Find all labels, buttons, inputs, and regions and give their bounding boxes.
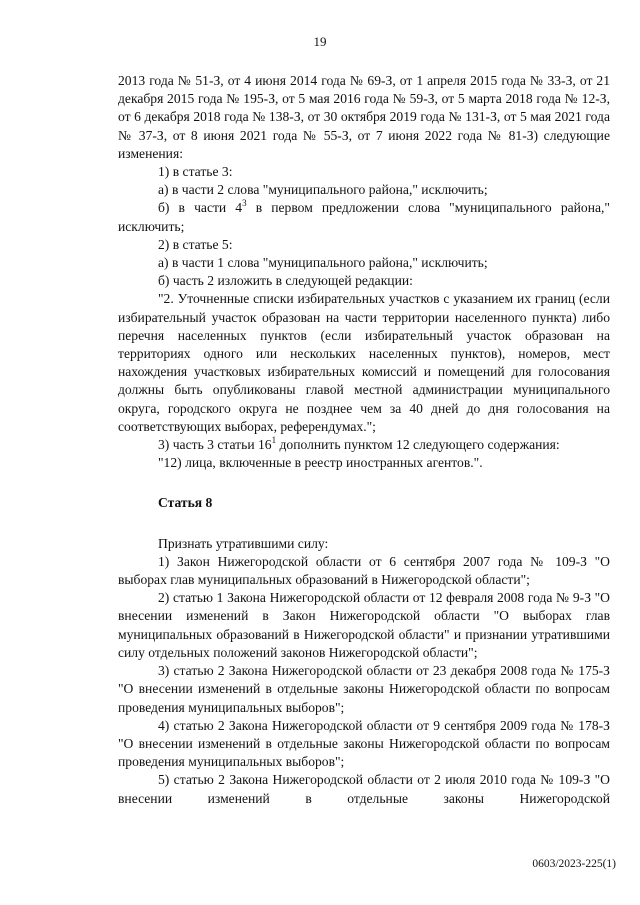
paragraph-item-1a: а) в части 2 слова "муниципального района," исключить; xyxy=(158,182,488,198)
article-heading: Статья 8 xyxy=(158,495,213,511)
paragraph-item-1: 1) в статье 3: xyxy=(158,164,233,180)
paragraph-item-2: 2) в статье 5: xyxy=(158,236,233,252)
paragraph-item-1b xyxy=(118,199,610,235)
document-code: 0603/2023-225(1) xyxy=(532,858,616,870)
paragraph-item-3 xyxy=(118,436,610,454)
item-1b-text-start: б) в части 4 xyxy=(158,200,243,216)
paragraph-repeal-intro: Признать утратившими силу: xyxy=(158,535,329,551)
item-3-text-start: 3) часть 3 статьи 16 xyxy=(158,437,272,453)
paragraph-repeal-5: 5) статью 2 Закона Нижегородской области от 2 июля 2010 года № 109-З "О внесении изменений в отдельные законы Нижегородской xyxy=(118,772,610,806)
document-body xyxy=(118,72,610,808)
paragraph-repeal-1: 1) Закон Нижегородской области от 6 сентября 2007 года № 109-З "О выборах глав муниципальных образований в Нижегородской области"; xyxy=(118,553,610,588)
paragraph-quoted-part-2: "2. Уточненные списки избирательных участков с указанием их границ (если избирательный участок образован на части территории населенного пункта) либо перечня населенных пунктов (если избирательный участок образован на территориях одного или нескольких населенных пунктов), номеров, мест нахождения участковых избирательных комиссий и помещений для голосования должны быть опубликованы главой местной администрации муниципального округа, городского округа не позднее чем за 40 дней до дня голосования на соответствующих выборах, референдумах."; xyxy=(118,291,610,434)
paragraph-intro-continuation: 2013 года № 51-З, от 4 июня 2014 года № 69-З, от 1 апреля 2015 года № 33-З, от 21 декабря 2015 года № 195-З, от 5 мая 2016 года № 59-З, от 5 марта 2018 года № 12-З, от 6 декабря 2018 года № 138-З, от 30 октября 2019 года № 131-З, от 5 мая 2021 года № 37-З, от 8 июня 2021 года № 55-З, от 7 июня 2022 года № 81-З) следующие изменения: xyxy=(118,73,610,161)
paragraph-repeal-3: 3) статью 2 Закона Нижегородской области от 23 декабря 2008 года № 175-З "О внесении изменений в отдельные законы Нижегородской области по вопросам проведения муниципальных выборов"; xyxy=(118,663,610,715)
paragraph-item-2b: б) часть 2 изложить в следующей редакции: xyxy=(158,273,413,289)
page-number: 19 xyxy=(313,34,327,49)
paragraph-quoted-item-12: "12) лица, включенные в реестр иностранных агентов.". xyxy=(158,455,483,471)
item-3-superscript: 1 xyxy=(271,434,277,445)
paragraph-repeal-4: 4) статью 2 Закона Нижегородской области от 9 сентября 2009 года № 178-З "О внесении изменений в отдельные законы Нижегородской области по вопросам проведения муниципальных выборов"; xyxy=(118,717,610,770)
item-1b-text-end: в первом предложении слова "муниципального района," исключить; xyxy=(118,200,610,234)
paragraph-repeal-2: 2) статью 1 Закона Нижегородской области от 12 февраля 2008 года № 9-З "О внесении изменений в Закон Нижегородской области "О выборах глав муниципальных образований в Нижегородской области" и признании утратившими силу отдельных положений законов Нижегородской области"; xyxy=(118,590,610,660)
paragraph-item-2a: а) в части 1 слова "муниципального района," исключить; xyxy=(158,255,488,271)
item-3-text-end: дополнить пунктом 12 следующего содержания: xyxy=(276,437,560,453)
item-1b-superscript: 3 xyxy=(242,197,247,208)
